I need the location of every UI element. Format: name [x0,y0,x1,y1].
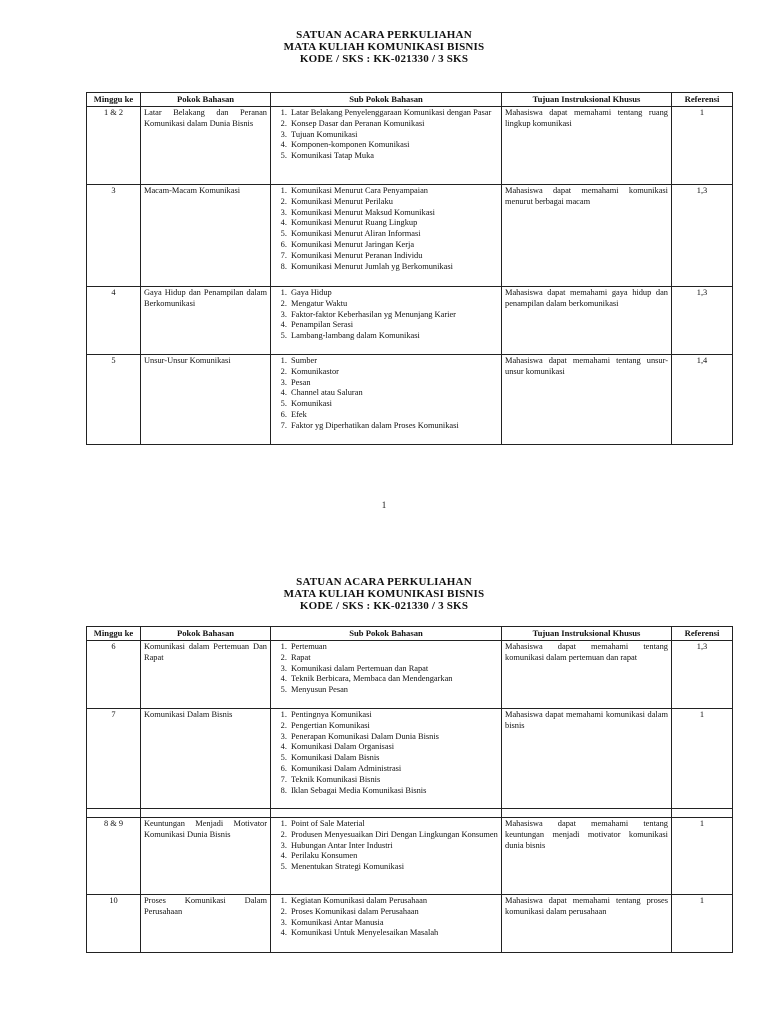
subtopic-item: 1. Pentingnya Komunikasi [289,710,498,721]
table-row-spacer [87,809,733,818]
reference-cell: 1,3 [672,185,733,287]
subtopic-item: 1. Point of Sale Material [289,819,498,830]
column-header-objective: Tujuan Instruksional Khusus [502,627,672,641]
topic-cell: Keuntungan Menjadi Motivator Komunikasi Dunia Bisnis [141,818,271,895]
table-row [87,287,733,355]
header-course: MATA KULIAH KOMUNIKASI BISNIS [283,588,485,600]
document-header [0,29,768,65]
week-cell: 1 & 2 [87,107,141,185]
column-header-objective: Tujuan Instruksional Khusus [502,93,672,107]
topic-cell: Proses Komunikasi Dalam Perusahaan [141,895,271,953]
column-header-subtopics: Sub Pokok Bahasan [271,93,502,107]
subtopic-item: 2. Komunikastor [289,367,498,378]
subtopics-cell [271,709,502,809]
subtopic-item: 5. Komunikasi Tatap Muka [289,151,498,162]
subtopics-cell [271,107,502,185]
week-cell: 5 [87,355,141,445]
objective-cell: Mahasiswa dapat memahami tentang komunikasi dalam pertemuan dan rapat [502,641,672,709]
subtopic-item: 2. Mengatur Waktu [289,299,498,310]
subtopic-item: 2. Komunikasi Menurut Perilaku [289,197,498,208]
table-row [87,895,733,953]
subtopics-cell [271,895,502,953]
column-header-topic: Pokok Bahasan [141,627,271,641]
subtopic-item: 3. Komunikasi Antar Manusia [289,918,498,929]
objective-cell: Mahasiswa dapat memahami tentang ruang lingkup komunikasi [502,107,672,185]
week-cell: 6 [87,641,141,709]
objective-cell: Mahasiswa dapat memahami tentang unsur-unsur komunikasi [502,355,672,445]
subtopic-item: 1. Pertemuan [289,642,498,653]
table-row [87,641,733,709]
subtopic-item: 8. Iklan Sebagai Media Komunikasi Bisnis [289,786,498,797]
subtopic-item: 4. Komunikasi Untuk Menyelesaikan Masalah [289,928,498,939]
subtopic-item: 5. Menyusun Pesan [289,685,498,696]
reference-cell: 1 [672,709,733,809]
page-number: 1 [381,500,387,510]
subtopic-list [274,642,498,696]
objective-cell: Mahasiswa dapat memahami komunikasi dalam bisnis [502,709,672,809]
reference-cell: 1 [672,895,733,953]
subtopic-item: 6. Komunikasi Menurut Jaringan Kerja [289,240,498,251]
subtopic-item: 1. Sumber [289,356,498,367]
subtopic-item: 5. Komunikasi Menurut Aliran Informasi [289,229,498,240]
column-header-subtopics: Sub Pokok Bahasan [271,627,502,641]
week-cell: 7 [87,709,141,809]
subtopic-list [274,710,498,796]
document-page-2 [0,530,768,1024]
table-row [87,818,733,895]
column-header-reference: Referensi [672,93,733,107]
topic-cell: Gaya Hidup dan Penampilan dalam Berkomunikasi [141,287,271,355]
syllabus-table [86,626,733,953]
reference-cell: 1,4 [672,355,733,445]
subtopic-item: 2. Produsen Menyesuaikan Diri Dengan Lingkungan Konsumen [289,830,498,841]
subtopic-item: 2. Proses Komunikasi dalam Perusahaan [289,907,498,918]
subtopic-item: 4. Channel atau Saluran [289,388,498,399]
table-row [87,355,733,445]
subtopic-item: 4. Perilaku Konsumen [289,851,498,862]
subtopic-item: 7. Komunikasi Menurut Peranan Individu [289,251,498,262]
topic-cell: Komunikasi Dalam Bisnis [141,709,271,809]
subtopic-item: 2. Pengertian Komunikasi [289,721,498,732]
header-course: MATA KULIAH KOMUNIKASI BISNIS [283,41,485,53]
subtopic-item: 4. Komunikasi Dalam Organisasi [289,742,498,753]
subtopic-item: 1. Kegiatan Komunikasi dalam Perusahaan [289,896,498,907]
subtopic-item: 3. Komunikasi Menurut Maksud Komunikasi [289,208,498,219]
table-header-row [87,627,733,641]
subtopic-item: 5. Menentukan Strategi Komunikasi [289,862,498,873]
subtopic-list [274,186,498,272]
subtopic-item: 6. Komunikasi Dalam Administrasi [289,764,498,775]
topic-cell: Unsur-Unsur Komunikasi [141,355,271,445]
column-header-reference: Referensi [672,627,733,641]
column-header-topic: Pokok Bahasan [141,93,271,107]
subtopic-item: 4. Komunikasi Menurut Ruang Lingkup [289,218,498,229]
week-cell: 10 [87,895,141,953]
subtopic-item: 2. Konsep Dasar dan Peranan Komunikasi [289,119,498,130]
subtopic-item: 1. Latar Belakang Penyelenggaraan Komunikasi dengan Pasar [289,108,498,119]
subtopic-item: 7. Teknik Komunikasi Bisnis [289,775,498,786]
week-cell: 8 & 9 [87,818,141,895]
subtopic-item: 3. Faktor-faktor Keberhasilan yg Menunjang Karier [289,310,498,321]
subtopics-cell [271,287,502,355]
subtopic-item: 5. Lambang-lambang dalam Komunikasi [289,331,498,342]
subtopics-cell [271,355,502,445]
column-header-week: Minggu ke [87,93,141,107]
reference-cell: 1 [672,818,733,895]
syllabus-table [86,92,733,445]
subtopics-cell [271,185,502,287]
objective-cell: Mahasiswa dapat memahami gaya hidup dan penampilan dalam berkomunikasi [502,287,672,355]
subtopic-item: 3. Komunikasi dalam Pertemuan dan Rapat [289,664,498,675]
subtopic-item: 5. Komunikasi Dalam Bisnis [289,753,498,764]
subtopic-item: 3. Pesan [289,378,498,389]
table-header-row [87,93,733,107]
topic-cell: Macam-Macam Komunikasi [141,185,271,287]
table-row [87,185,733,287]
header-code: KODE / SKS : KK-021330 / 3 SKS [299,53,469,65]
week-cell: 3 [87,185,141,287]
objective-cell: Mahasiswa dapat memahami tentang proses komunikasi dalam perusahaan [502,895,672,953]
table-row [87,709,733,809]
header-title: SATUAN ACARA PERKULIAHAN [296,29,472,41]
table-row [87,107,733,185]
topic-cell: Komunikasi dalam Pertemuan Dan Rapat [141,641,271,709]
subtopic-list [274,356,498,432]
subtopic-item: 3. Hubungan Antar Inter Industri [289,841,498,852]
header-title: SATUAN ACARA PERKULIAHAN [296,576,472,588]
subtopic-list [274,896,498,939]
column-header-week: Minggu ke [87,627,141,641]
subtopic-item: 6. Efek [289,410,498,421]
subtopic-list [274,108,498,162]
subtopic-item: 3. Tujuan Komunikasi [289,130,498,141]
document-header [0,576,768,612]
subtopic-item: 7. Faktor yg Diperhatikan dalam Proses Komunikasi [289,421,498,432]
week-cell: 4 [87,287,141,355]
subtopic-item: 5. Komunikasi [289,399,498,410]
subtopics-cell [271,641,502,709]
subtopic-list [274,288,498,342]
subtopic-list [274,819,498,873]
objective-cell: Mahasiswa dapat memahami tentang keuntungan menjadi motivator komunikasi dunia bisnis [502,818,672,895]
subtopic-item: 1. Gaya Hidup [289,288,498,299]
subtopic-item: 4. Teknik Berbicara, Membaca dan Mendengarkan [289,674,498,685]
subtopic-item: 4. Komponen-komponen Komunikasi [289,140,498,151]
subtopic-item: 4. Penampilan Serasi [289,320,498,331]
reference-cell: 1 [672,107,733,185]
topic-cell: Latar Belakang dan Peranan Komunikasi dalam Dunia Bisnis [141,107,271,185]
subtopic-item: 3. Penerapan Komunikasi Dalam Dunia Bisnis [289,732,498,743]
subtopic-item: 1. Komunikasi Menurut Cara Penyampaian [289,186,498,197]
reference-cell: 1,3 [672,641,733,709]
objective-cell: Mahasiswa dapat memahami komunikasi menurut berbagai macam [502,185,672,287]
header-code: KODE / SKS : KK-021330 / 3 SKS [299,600,469,612]
subtopic-item: 8. Komunikasi Menurut Jumlah yg Berkomunikasi [289,262,498,273]
reference-cell: 1,3 [672,287,733,355]
subtopics-cell [271,818,502,895]
subtopic-item: 2. Rapat [289,653,498,664]
